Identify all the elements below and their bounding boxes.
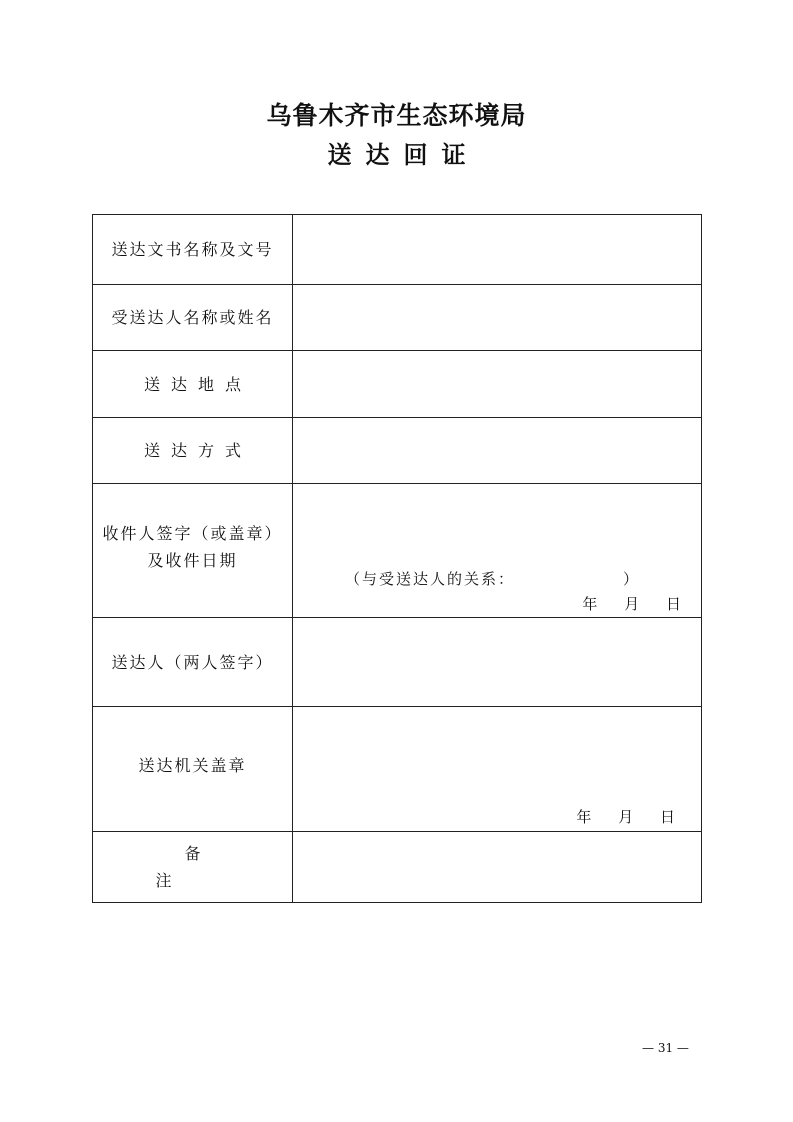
label-document-name: 送达文书名称及文号 xyxy=(93,215,293,285)
seal-date-line: 年 月 日 xyxy=(576,808,675,826)
form-row-remarks xyxy=(93,832,702,903)
receiver-signature-field[interactable] xyxy=(293,484,702,618)
form-row-receiver-signature xyxy=(93,484,702,618)
label-delivery-method: 送达方式 xyxy=(93,418,293,484)
form-row-server-signature xyxy=(93,618,702,707)
server-signature-field[interactable] xyxy=(293,618,702,707)
form-row-document-name xyxy=(93,215,702,285)
service-receipt-form xyxy=(92,214,702,903)
form-row-agency-seal xyxy=(93,707,702,832)
form-row-delivery-location xyxy=(93,351,702,418)
document-name-field[interactable] xyxy=(293,215,702,285)
form-row-recipient-name xyxy=(93,285,702,351)
label-delivery-location: 送达地点 xyxy=(93,351,293,418)
label-remarks: 备注 xyxy=(93,832,293,903)
label-agency-seal: 送达机关盖章 xyxy=(93,707,293,832)
label-server-signature: 送达人（两人签字） xyxy=(93,618,293,707)
agency-seal-field[interactable] xyxy=(293,707,702,832)
relation-note: （与受送达人的关系： ） xyxy=(345,570,641,588)
remarks-field[interactable] xyxy=(293,832,702,903)
delivery-method-field[interactable] xyxy=(293,418,702,484)
document-title: 送达回证 xyxy=(327,141,480,169)
org-name: 乌鲁木齐市生态环境局 xyxy=(266,101,527,130)
form-row-delivery-method xyxy=(93,418,702,484)
delivery-location-field[interactable] xyxy=(293,351,702,418)
recipient-name-field[interactable] xyxy=(293,285,702,351)
label-receiver-signature: 收件人签字（或盖章） 及收件日期 xyxy=(93,484,293,618)
label-recipient-name: 受送达人名称或姓名 xyxy=(93,285,293,351)
page-number: — 31 — xyxy=(642,1041,689,1055)
receipt-date-line: 年 月 日 xyxy=(582,595,681,613)
